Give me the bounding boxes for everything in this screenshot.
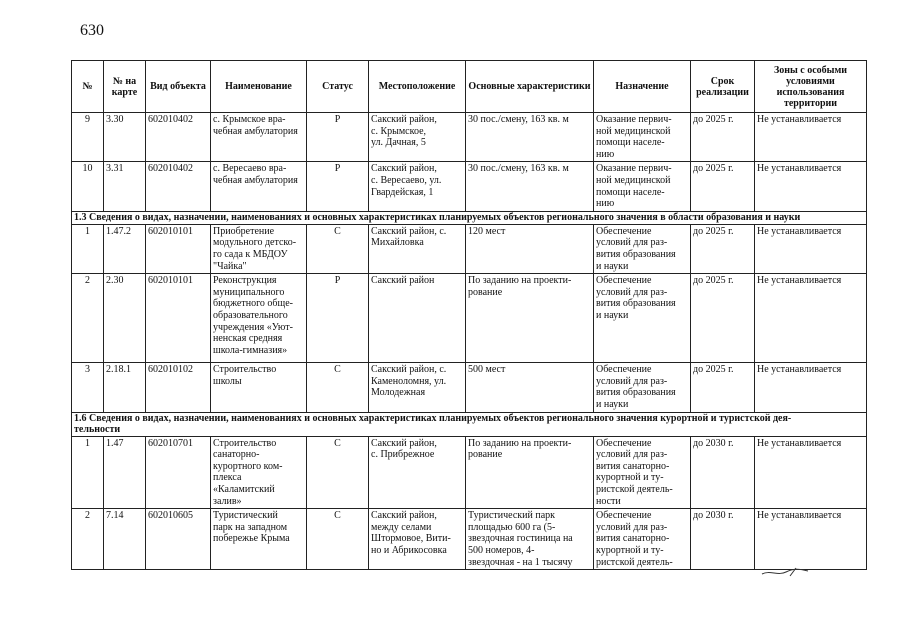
term-cell: до 2025 г.	[691, 363, 755, 412]
object-name-cell: Приобретение модульного детско- го сада к МБДОУ "Чайка"	[211, 224, 307, 273]
characteristics-cell: Туристический парк площадью 600 га (5- звездочная гостиница на 500 номеров, 4- звездочная - на 1 тысячу	[466, 509, 594, 570]
location-cell: Сакский район, с. Михайловка	[369, 224, 466, 273]
term-cell: до 2025 г.	[691, 224, 755, 273]
purpose-cell: Обеспечение условий для раз- вития санаторно- курортной и ту- ристской деятель-	[594, 509, 691, 570]
section-title: 1.3 Сведения о видах, назначении, наименованиях и основных характеристиках планируемых объектов регионального значения в области образования и науки	[72, 211, 867, 224]
map-number-cell: 3.31	[104, 162, 146, 211]
page-number: 630	[80, 22, 104, 39]
object-name-cell: Строительство школы	[211, 363, 307, 412]
table-row	[72, 113, 867, 162]
map-number-cell: 1.47	[104, 436, 146, 509]
section-heading-row	[72, 412, 867, 436]
object-type-code-cell: 602010101	[146, 274, 211, 363]
status-cell: Р	[307, 162, 369, 211]
purpose-cell: Обеспечение условий для раз- вития образования и науки	[594, 274, 691, 363]
special-zones-cell: Не устанавливается	[755, 224, 867, 273]
special-zones-cell: Не устанавливается	[755, 509, 867, 570]
status-cell: Р	[307, 113, 369, 162]
row-number-cell: 1	[72, 436, 104, 509]
table-row	[72, 224, 867, 273]
location-cell: Сакский район, с. Прибрежное	[369, 436, 466, 509]
location-cell: Сакский район, с. Каменоломня, ул. Молодежная	[369, 363, 466, 412]
header-term: Срок реализации	[691, 61, 755, 113]
object-name-cell: с. Крымское вра- чебная амбулатория	[211, 113, 307, 162]
location-cell: Сакский район	[369, 274, 466, 363]
object-type-code-cell: 602010701	[146, 436, 211, 509]
status-cell: С	[307, 224, 369, 273]
special-zones-cell: Не устанавливается	[755, 274, 867, 363]
map-number-cell: 1.47.2	[104, 224, 146, 273]
term-cell: до 2025 г.	[691, 162, 755, 211]
header-row	[72, 61, 867, 113]
term-cell: до 2030 г.	[691, 436, 755, 509]
status-cell: С	[307, 363, 369, 412]
status-cell: Р	[307, 274, 369, 363]
status-cell: С	[307, 509, 369, 570]
characteristics-cell: 500 мест	[466, 363, 594, 412]
table-row	[72, 363, 867, 412]
object-type-code-cell: 602010402	[146, 162, 211, 211]
header-name: Наименование	[211, 61, 307, 113]
object-type-code-cell: 602010101	[146, 224, 211, 273]
header-location: Местоположение	[369, 61, 466, 113]
characteristics-cell: 30 пос./смену, 163 кв. м	[466, 113, 594, 162]
object-type-code-cell: 602010402	[146, 113, 211, 162]
header-no: №	[72, 61, 104, 113]
object-name-cell: Строительство санаторно- курортного ком- плекса «Каламитский залив»	[211, 436, 307, 509]
purpose-cell: Оказание первич- ной медицинской помощи населе- нию	[594, 162, 691, 211]
purpose-cell: Обеспечение условий для раз- вития образования и науки	[594, 224, 691, 273]
table-row	[72, 509, 867, 570]
table-row	[72, 436, 867, 509]
purpose-cell: Обеспечение условий для раз- вития образования и науки	[594, 363, 691, 412]
object-name-cell: Реконструкция муниципального бюджетного обще- образовательного учреждения «Уют- ненская средняя школа-гимназия»	[211, 274, 307, 363]
location-cell: Сакский район, с. Крымское, ул. Дачная, 5	[369, 113, 466, 162]
map-number-cell: 3.30	[104, 113, 146, 162]
object-name-cell: Туристический парк на западном побережье Крыма	[211, 509, 307, 570]
header-purpose: Назначение	[594, 61, 691, 113]
term-cell: до 2025 г.	[691, 274, 755, 363]
special-zones-cell: Не устанавливается	[755, 113, 867, 162]
object-name-cell: с. Вересаево вра- чебная амбулатория	[211, 162, 307, 211]
location-cell: Сакский район, между селами Штормовое, Вити- но и Абрикосовка	[369, 509, 466, 570]
row-number-cell: 3	[72, 363, 104, 412]
object-type-code-cell: 602010102	[146, 363, 211, 412]
row-number-cell: 2	[72, 274, 104, 363]
characteristics-cell: По заданию на проекти- рование	[466, 436, 594, 509]
section-title: 1.6 Сведения о видах, назначении, наименованиях и основных характеристиках планируемых объектов регионального значения курортной и туристской дея- тельности	[72, 412, 867, 436]
header-object-type: Вид объекта	[146, 61, 211, 113]
row-number-cell: 10	[72, 162, 104, 211]
planned-objects-table	[71, 60, 867, 570]
row-number-cell: 9	[72, 113, 104, 162]
characteristics-cell: По заданию на проекти- рование	[466, 274, 594, 363]
special-zones-cell: Не устанавливается	[755, 436, 867, 509]
header-characteristics: Основные характеристики	[466, 61, 594, 113]
object-type-code-cell: 602010605	[146, 509, 211, 570]
map-number-cell: 2.30	[104, 274, 146, 363]
special-zones-cell: Не устанавливается	[755, 162, 867, 211]
term-cell: до 2025 г.	[691, 113, 755, 162]
section-heading-row	[72, 211, 867, 224]
table-row	[72, 274, 867, 363]
status-cell: С	[307, 436, 369, 509]
row-number-cell: 1	[72, 224, 104, 273]
map-number-cell: 2.18.1	[104, 363, 146, 412]
purpose-cell: Оказание первич- ной медицинской помощи населе- нию	[594, 113, 691, 162]
purpose-cell: Обеспечение условий для раз- вития санаторно- курортной и ту- ристской деятель- ности	[594, 436, 691, 509]
map-number-cell: 7.14	[104, 509, 146, 570]
row-number-cell: 2	[72, 509, 104, 570]
special-zones-cell: Не устанавливается	[755, 363, 867, 412]
pen-mark	[760, 560, 830, 580]
header-map-no: № на карте	[104, 61, 146, 113]
table-row	[72, 162, 867, 211]
header-status: Статус	[307, 61, 369, 113]
characteristics-cell: 30 пос./смену, 163 кв. м	[466, 162, 594, 211]
location-cell: Сакский район, с. Вересаево, ул. Гвардейская, 1	[369, 162, 466, 211]
term-cell: до 2030 г.	[691, 509, 755, 570]
characteristics-cell: 120 мест	[466, 224, 594, 273]
header-special-zones: Зоны с особыми условиями использования территории	[755, 61, 867, 113]
